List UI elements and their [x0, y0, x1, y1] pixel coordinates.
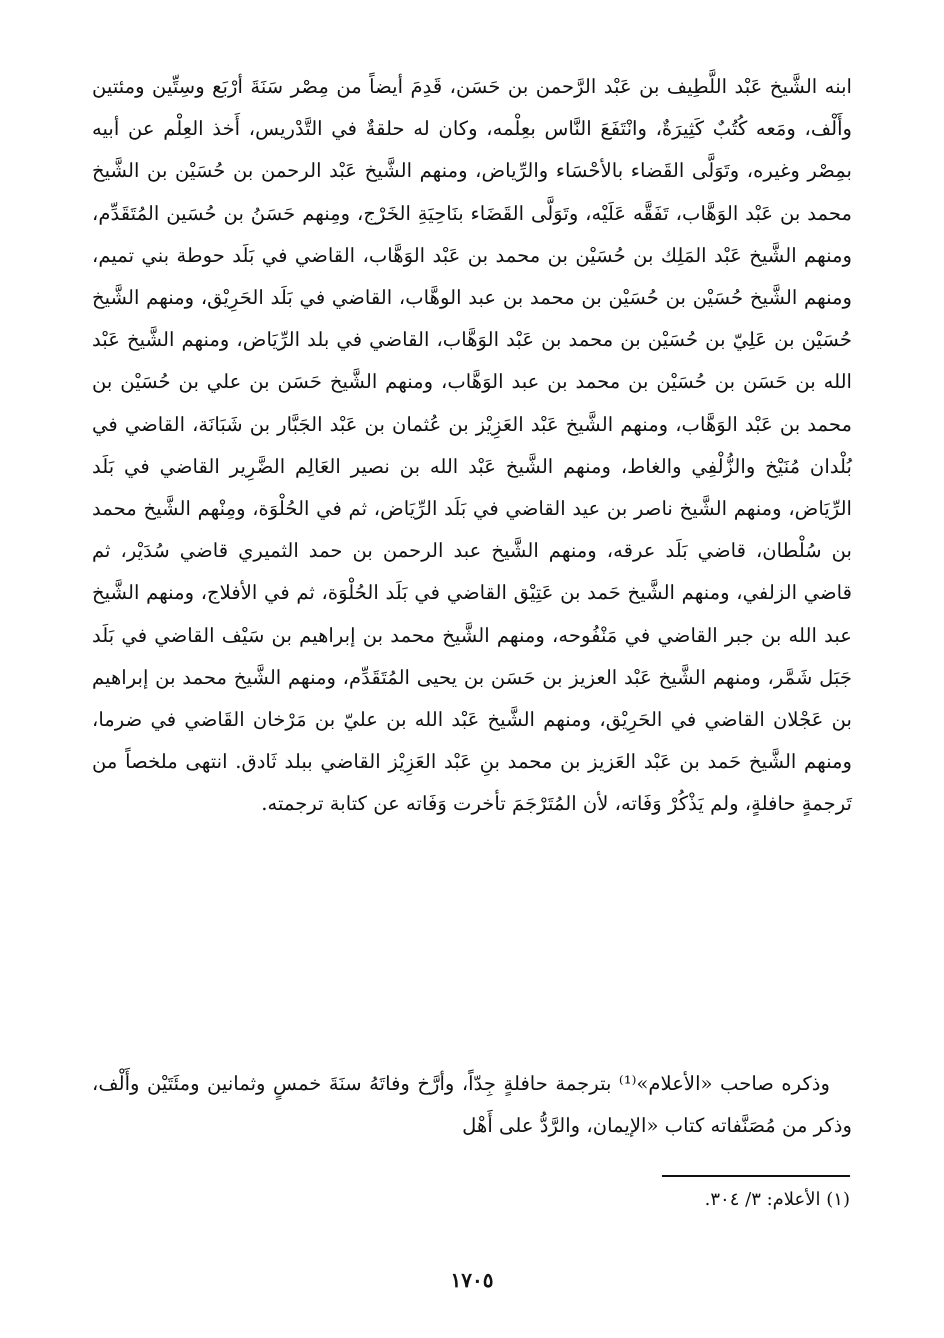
paragraph-2: وذكره صاحب «الأعلام»⁽¹⁾ بترجمة حافلةٍ جِدّاً، وأرَّخ وفاتَهُ سنَةَ خمسٍ وثمانين ومئَتَيْن وأَلْف، وذكر من مُصَنَّفاته كتاب «الإيمان، والرَّدُّ على أَهْل: [92, 1072, 852, 1138]
main-text-block: [92, 66, 852, 826]
footnote: (١) الأعلام: ٣/ ٣٠٤.: [704, 1189, 850, 1210]
paragraph-1: ابنه الشَّيخ عَبْد اللَّطِيف بن عَبْد الرَّحمن بن حَسَن، قَدِمَ أيضاً من مِصْر سَنَةَ أرْبَع وسِتِّين ومئتين وأَلْف، ومَعه كُتُبٌ كَثِيرَةٌ، وانْتَفَعَ النَّاس بعِلْمه، وكان له حلقةٌ في التَّدْريس، أَخذ العِلْم عن أبيه بمِصْر وغيره، وتَوَلَّى القَضاء بالأحْسَاء والرِّياض، ومنهم الشَّيخ عَبْد الرحمن بن حُسَيْن بن الشَّيخ محمد بن عَبْد الوَهَّاب، تَفَقَّه عَلَيْه، وتَوَلَّى القَضَاء بنَاحِيَةِ الخَرْج، ومِنهم حَسَنُ بن حُسَين المُتَقَدِّم، ومنهم الشَّيخ عَبْد المَلِك بن حُسَيْن بن محمد بن عَبْد الوَهَّاب، القاضي في بَلَد حوطة بني تميم، ومنهم الشَّيخ حُسَيْن بن حُسَيْن بن محمد بن عبد الوهَّاب، القاضي في بَلَد الحَرِيْق، ومنهم الشَّيخ حُسَيْن بن عَلِيّ بن حُسَيْن بن محمد بن عَبْد الوَهَّاب، القاضي في بلد الرِّيَاض، ومنهم الشَّيخ عَبْد الله بن حَسَن بن حُسَيْن بن محمد بن عبد الوَهَّاب، ومنهم الشَّيخ حَسَن بن علي بن حُسَيْن بن محمد بن عَبْد الوَهَّاب، ومنهم الشَّيخ عَبْد العَزِيْز بن عُثمان بن عَبْد الجَبَّار بن شَبَانَة، القاضي في بُلْدان مُنَيْخ والزُّلْفِي والغاط، ومنهم الشَّيخ عَبْد الله بن نصير العَالِم الضَّرِير القاضي في بَلَد الرِّيَاض، ومنهم الشَّيخ ناصر بن عيد القاضي في بَلَد الرِّيَاض، ثم في الحُلْوَة، ومِنْهم الشَّيخ محمد بن سُلْطان، قاضي بَلَد عرقه، ومنهم الشَّيخ عبد الرحمن بن حمد الثميري قاضي سُدَيْر، ثم قاضي الزلفي، ومنهم الشَّيخ حَمد بن عَتِيْق القاضي في بَلَد الحُلْوَة، ثم في الأفلاج، ومنهم الشَّيخ عبد الله بن جبر القاضي في مَنْفُوحه، ومنهم الشَّيخ محمد بن إبراهيم بن سَيْف القاضي في بَلَد جَبَل شَمَّر، ومنهم الشَّيخ عَبْد العزيز بن حَسَن بن يحيى المُتَقَدِّم، ومنهم الشَّيخ محمد بن إبراهيم بن عَجْلان القاضي في الحَرِيْق، ومنهم الشَّيخ عَبْد الله بن عليّ بن مَرْخان القَاضي في ضرما، ومنهم الشَّيخ حَمد بن عَبْد العَزيز بن محمد بنِ عَبْد العَزِيْز القاضي ببلد ثَادق. انتهى ملخصاً من تَرجمةٍ حافلةٍ، ولم يَذْكُرْ وَفَاته، لأن المُتَرْجَمَ تأخرت وَفَاته عن كتابة ترجمته.: [92, 75, 852, 816]
page-number: ١٧٠٥: [450, 1268, 494, 1292]
footnote-divider: [662, 1175, 850, 1177]
